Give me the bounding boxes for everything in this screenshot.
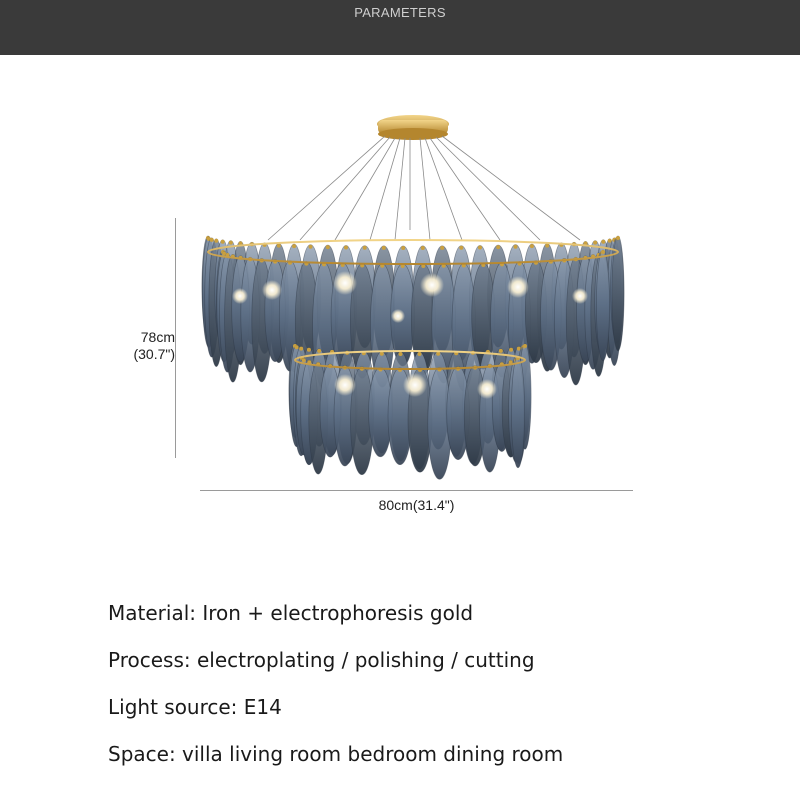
- header-bar: [0, 0, 800, 55]
- gold-clip: [616, 236, 620, 240]
- spec-list: [108, 598, 788, 786]
- gold-clip: [523, 344, 527, 348]
- width-dimension-line: [200, 490, 633, 491]
- height-imperial: (30.7"): [133, 346, 175, 362]
- gold-clip: [210, 238, 214, 242]
- gold-clip: [401, 246, 405, 250]
- gold-clip: [363, 246, 367, 250]
- gold-clip: [382, 246, 386, 250]
- gold-clip: [302, 358, 306, 362]
- gold-clip: [509, 348, 513, 352]
- height-dimension-line: [175, 218, 176, 458]
- gold-clip: [295, 345, 299, 349]
- spec-light-source: Light source: E14: [108, 695, 282, 719]
- gold-clip: [344, 246, 348, 250]
- gold-clip: [221, 240, 225, 244]
- gold-clip: [530, 244, 534, 248]
- gold-clip: [601, 240, 605, 244]
- gold-clip: [399, 352, 403, 356]
- gold-clip: [478, 246, 482, 250]
- gold-clip: [496, 245, 500, 249]
- width-dimension-label: 80cm(31.4"): [378, 497, 455, 513]
- gold-clip: [499, 349, 503, 353]
- spec-material: Material: Iron + electrophoresis gold: [108, 601, 474, 625]
- gold-clip: [421, 246, 425, 250]
- height-dimension-label: [115, 329, 175, 363]
- gold-clip: [317, 349, 321, 353]
- gold-clip: [326, 245, 330, 249]
- gold-clip: [380, 352, 384, 356]
- gold-clip: [214, 239, 218, 243]
- spec-space: Space: villa living room bedroom dining room: [108, 742, 564, 766]
- gold-clip: [601, 250, 605, 254]
- gold-clip: [292, 244, 296, 248]
- gold-clip: [418, 352, 422, 356]
- gold-clip: [277, 244, 281, 248]
- spec-process: Process: electroplating / polishing / cutting: [108, 648, 535, 672]
- chandelier-image: [0, 100, 800, 540]
- gold-clip: [307, 348, 311, 352]
- page-title: PARAMETERS: [354, 5, 446, 20]
- glass-feather: [596, 250, 609, 361]
- gold-clip: [608, 239, 612, 243]
- gold-clip: [309, 245, 313, 249]
- lower-tier: [289, 344, 531, 479]
- gold-clip: [545, 244, 549, 248]
- gold-clip: [514, 245, 518, 249]
- gold-clip: [593, 241, 597, 245]
- glass-feather: [511, 356, 524, 468]
- gold-clip: [229, 241, 233, 245]
- gold-clip: [299, 347, 303, 351]
- suspension-wires: [268, 136, 580, 240]
- gold-clip: [436, 352, 440, 356]
- gold-clip: [459, 246, 463, 250]
- height-metric: 78cm: [140, 329, 175, 345]
- gold-clip: [440, 246, 444, 250]
